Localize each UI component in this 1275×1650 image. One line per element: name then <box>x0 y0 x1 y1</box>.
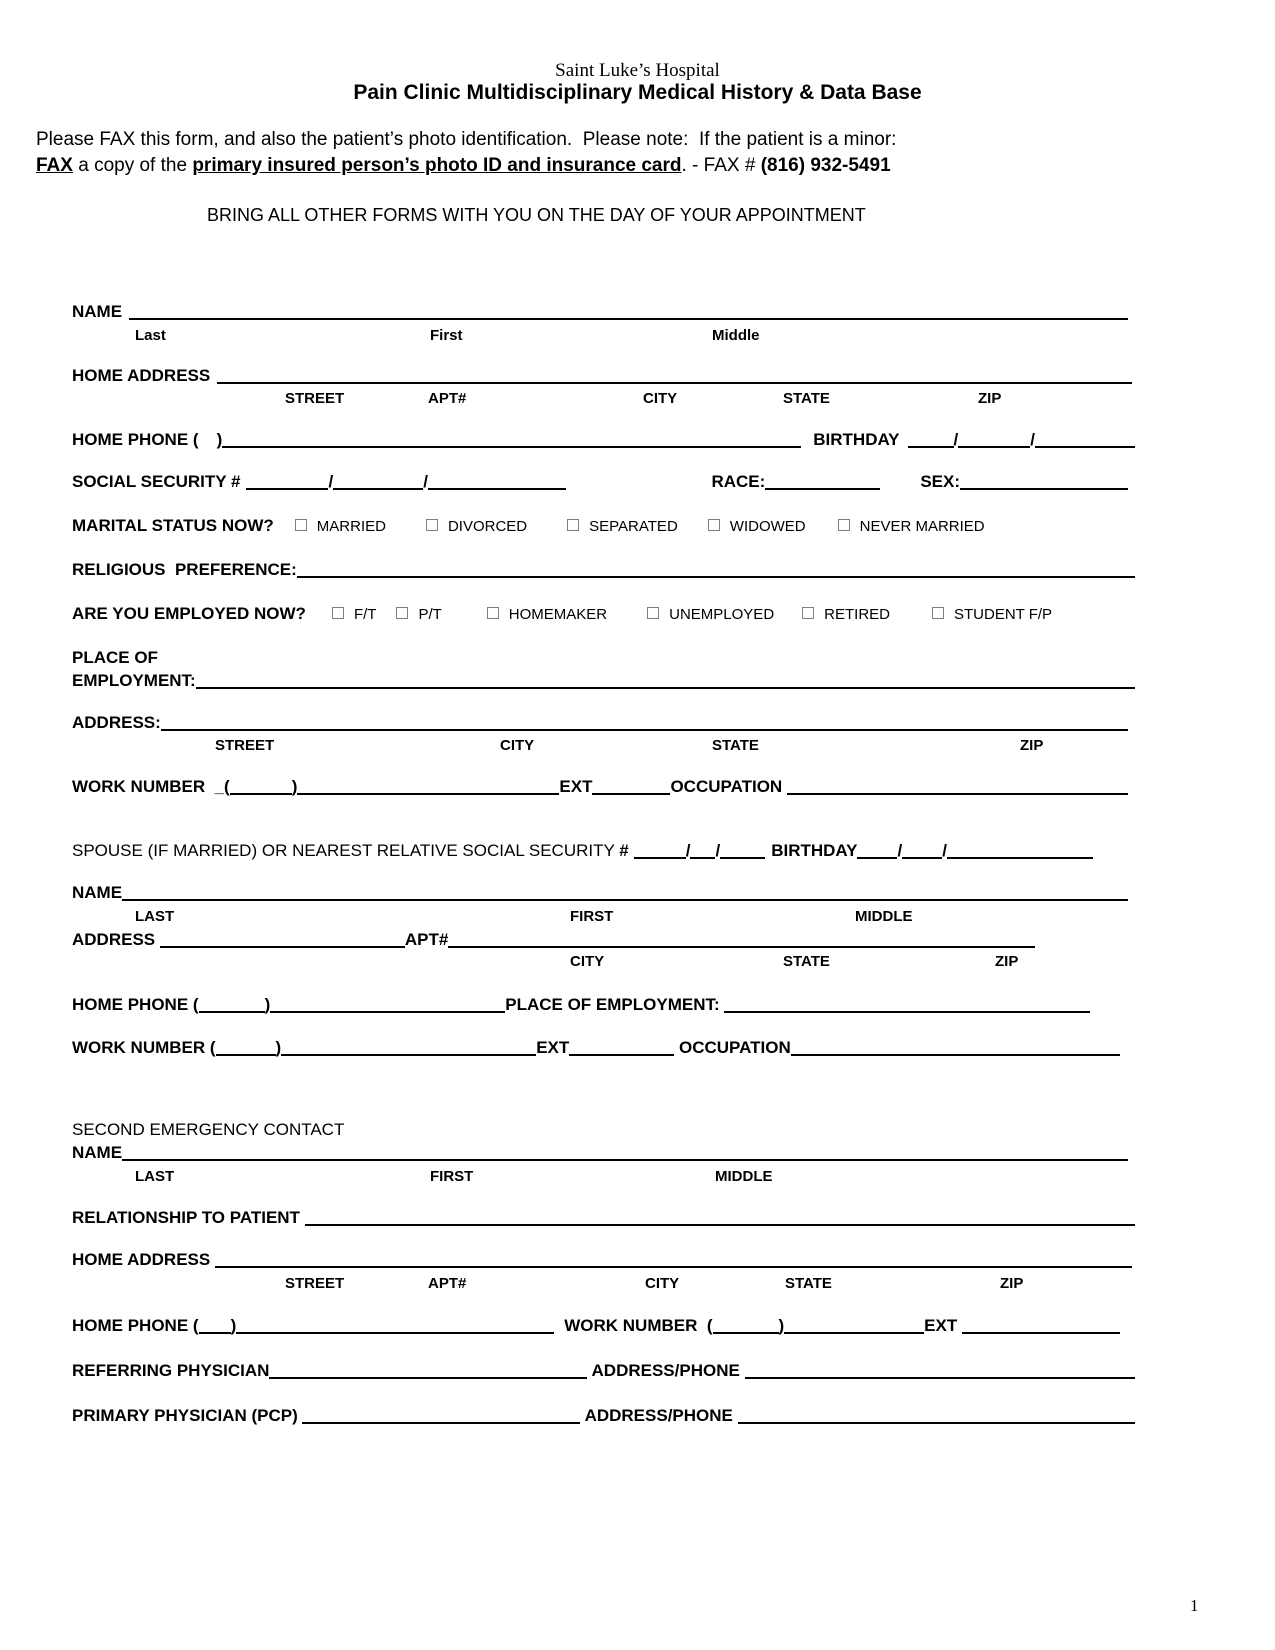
patient-ssn-label: SOCIAL SECURITY # <box>72 472 241 491</box>
emergency-home-address-row <box>72 1250 1132 1270</box>
field-patient-home-address[interactable] <box>217 382 1132 384</box>
field-spouse-birthday-month[interactable] <box>857 857 897 859</box>
emergency-home-phone-label: HOME PHONE ( <box>72 1316 199 1335</box>
checkbox-student[interactable] <box>932 607 944 619</box>
sub-label-first: First <box>430 327 463 344</box>
field-patient-home-phone[interactable] <box>222 446 801 448</box>
primary-physician-label: PRIMARY PHYSICIAN (PCP) <box>72 1406 303 1425</box>
employer-address-label: ADDRESS: <box>72 713 161 732</box>
employed-option-student-label: STUDENT F/P <box>954 606 1053 623</box>
spouse-work-number-row <box>72 1038 1120 1058</box>
sub-label-last-2: LAST <box>135 908 175 925</box>
field-spouse-birthday-day[interactable] <box>902 857 942 859</box>
employed-option-unemployed <box>647 606 774 623</box>
fax-instructions-line1: Please FAX this form, and also the patient’s photo identification. Please note: If the patient is a minor: <box>36 129 897 150</box>
field-patient-work-ext[interactable] <box>592 793 670 795</box>
emergency-name-row <box>72 1143 1128 1163</box>
field-spouse-occupation[interactable] <box>791 1054 1120 1056</box>
slash-8: / <box>942 841 947 860</box>
fax-mid-text: a copy of the <box>72 155 193 176</box>
spouse-apt-label: APT# <box>404 930 449 949</box>
marital-option-separated <box>567 518 678 535</box>
patient-work-number-row <box>72 777 1128 797</box>
field-spouse-address[interactable] <box>160 946 405 948</box>
emergency-ext-label: EXT <box>924 1316 962 1335</box>
hospital-name: Saint Luke’s Hospital <box>555 60 720 81</box>
sub-label-zip-2: ZIP <box>1020 737 1044 754</box>
spouse-work-number-label: WORK NUMBER ( <box>72 1038 216 1057</box>
marital-option-married-label: MARRIED <box>316 518 386 535</box>
employed-option-homemaker <box>487 606 607 623</box>
fax-word: FAX <box>36 155 73 176</box>
emergency-work-number-label: WORK NUMBER ( <box>564 1316 713 1335</box>
sub-label-state: STATE <box>783 390 830 407</box>
field-patient-birthday-year[interactable] <box>1035 446 1135 448</box>
sub-label-middle-3: MIDDLE <box>715 1168 773 1185</box>
field-patient-ssn-2[interactable] <box>333 488 423 490</box>
slash-1: / <box>953 430 959 449</box>
employed-option-unemployed-label: UNEMPLOYED <box>669 606 775 623</box>
patient-ssn-row <box>72 472 1128 492</box>
spouse-name-row <box>72 883 1128 903</box>
patient-work-number-label: WORK NUMBER _( <box>72 777 230 796</box>
primary-address-phone-label: ADDRESS/PHONE <box>580 1406 738 1425</box>
spouse-home-phone-row <box>72 995 1090 1015</box>
referring-physician-label: REFERRING PHYSICIAN <box>72 1361 270 1380</box>
fax-emphasis-text: primary insured person’s photo ID and insurance card <box>192 155 682 176</box>
checkbox-pt[interactable] <box>396 607 408 619</box>
page-number: 1 <box>1190 1596 1199 1615</box>
spouse-birthday-label: BIRTHDAY <box>771 841 858 860</box>
patient-home-address-label: HOME ADDRESS <box>72 366 211 385</box>
field-employer-address[interactable] <box>161 729 1128 731</box>
field-spouse-area-code[interactable] <box>199 1011 265 1013</box>
sub-label-first-2: FIRST <box>570 908 614 925</box>
employed-option-retired <box>802 606 890 623</box>
slash-4: / <box>423 472 428 491</box>
spouse-place-of-employment-label: PLACE OF EMPLOYMENT: <box>505 995 725 1014</box>
employed-option-pt-label: P/T <box>418 606 442 623</box>
field-spouse-work-ext[interactable] <box>569 1054 674 1056</box>
emergency-section-label: SECOND EMERGENCY CONTACT <box>72 1120 345 1139</box>
field-spouse-address-2[interactable] <box>448 946 1035 948</box>
field-emergency-area-code[interactable] <box>199 1332 231 1334</box>
employed-option-retired-label: RETIRED <box>824 606 890 623</box>
sub-label-state-3: STATE <box>783 953 830 970</box>
sub-label-apt: APT# <box>428 390 467 407</box>
slash-2: / <box>1030 430 1035 449</box>
field-primary-address-phone[interactable] <box>738 1422 1135 1424</box>
patient-home-phone-row <box>72 430 1135 450</box>
sub-label-middle-2: MIDDLE <box>855 908 913 925</box>
field-spouse-work-number[interactable] <box>281 1054 536 1056</box>
patient-sex-label: SEX: <box>920 472 960 491</box>
field-patient-sex[interactable] <box>960 488 1128 490</box>
marital-option-divorced <box>426 518 527 535</box>
checkbox-never-married[interactable] <box>838 519 850 531</box>
checkbox-ft[interactable] <box>332 607 344 619</box>
marital-option-never-married-label: NEVER MARRIED <box>859 518 985 535</box>
field-referring-address-phone[interactable] <box>745 1377 1135 1379</box>
employed-now-label: ARE YOU EMPLOYED NOW? <box>72 604 306 623</box>
field-spouse-ssn-2[interactable] <box>690 857 715 859</box>
employed-option-ft-label: F/T <box>353 606 377 623</box>
sub-label-city-2: CITY <box>500 737 535 754</box>
patient-occupation-label: OCCUPATION <box>670 777 787 796</box>
sub-label-zip: ZIP <box>978 390 1002 407</box>
fax-tail-text: . - FAX # <box>681 155 761 176</box>
field-patient-name[interactable] <box>129 318 1128 320</box>
sub-label-city-3: CITY <box>570 953 605 970</box>
primary-physician-row <box>72 1406 1135 1426</box>
patient-birthday-label: BIRTHDAY <box>813 430 900 449</box>
spouse-address-label: ADDRESS <box>72 930 160 949</box>
referring-address-phone-label: ADDRESS/PHONE <box>587 1361 745 1380</box>
employed-now-row <box>72 604 1135 624</box>
paren-close-2: ) <box>291 777 298 796</box>
sub-label-last: Last <box>135 327 166 344</box>
place-of-label: PLACE OF <box>72 648 158 667</box>
sub-label-street-2: STREET <box>215 737 275 754</box>
employed-option-ft <box>332 606 377 623</box>
paren-close-6: ) <box>778 1316 785 1335</box>
checkbox-married[interactable] <box>295 519 307 531</box>
employment-row <box>72 671 1135 691</box>
employment-label: EMPLOYMENT: <box>72 671 196 690</box>
checkbox-retired[interactable] <box>802 607 814 619</box>
field-referring-physician[interactable] <box>269 1377 587 1379</box>
field-emergency-home-phone[interactable] <box>236 1332 554 1334</box>
checkbox-divorced[interactable] <box>426 519 438 531</box>
sub-label-city-4: CITY <box>645 1275 680 1292</box>
employed-option-pt <box>396 606 441 623</box>
slash-6: / <box>715 841 721 860</box>
field-patient-work-number[interactable] <box>297 793 559 795</box>
field-spouse-birthday-year[interactable] <box>947 857 1093 859</box>
spouse-home-phone-label: HOME PHONE ( <box>72 995 199 1014</box>
patient-race-label: RACE: <box>711 472 766 491</box>
checkbox-widowed[interactable] <box>708 519 720 531</box>
field-primary-physician[interactable] <box>302 1422 580 1424</box>
paren-close: ) <box>216 430 223 449</box>
spouse-intro-row <box>72 841 1093 861</box>
checkbox-separated[interactable] <box>567 519 579 531</box>
referring-physician-row <box>72 1361 1135 1381</box>
relationship-row <box>72 1208 1135 1228</box>
sub-label-city: CITY <box>643 390 678 407</box>
paren-close-4: ) <box>275 1038 282 1057</box>
religious-preference-row <box>72 560 1135 580</box>
marital-option-never-married <box>838 518 985 535</box>
field-spouse-place-of-employment[interactable] <box>724 1011 1090 1013</box>
field-emergency-home-address[interactable] <box>215 1266 1132 1268</box>
relationship-label: RELATIONSHIP TO PATIENT <box>72 1208 305 1227</box>
marital-status-label: MARITAL STATUS NOW? <box>72 516 274 535</box>
field-religious-preference[interactable] <box>297 576 1135 578</box>
patient-name-label: NAME <box>72 302 123 321</box>
checkbox-unemployed[interactable] <box>647 607 659 619</box>
spouse-occupation-label: OCCUPATION <box>674 1038 791 1057</box>
bring-notice: BRING ALL OTHER FORMS WITH YOU ON THE DAY OF YOUR APPOINTMENT <box>207 205 866 225</box>
spouse-name-label: NAME <box>72 883 123 902</box>
patient-ext-label: EXT <box>559 777 593 796</box>
field-patient-ssn-3[interactable] <box>428 488 566 490</box>
employer-address-row <box>72 713 1128 733</box>
spouse-ext-label: EXT <box>536 1038 570 1057</box>
religious-preference-label: RELIGIOUS PREFERENCE: <box>72 560 297 579</box>
field-spouse-name[interactable] <box>122 899 1128 901</box>
marital-status-row <box>72 516 1135 536</box>
employed-option-student <box>932 606 1052 623</box>
marital-option-married <box>295 518 386 535</box>
sub-label-street: STREET <box>285 390 345 407</box>
field-patient-occupation[interactable] <box>787 793 1128 795</box>
marital-option-divorced-label: DIVORCED <box>447 518 528 535</box>
sub-label-middle: Middle <box>712 327 760 344</box>
slash-5: / <box>685 841 691 860</box>
field-emergency-name[interactable] <box>122 1159 1128 1161</box>
place-of-row <box>72 648 158 668</box>
sub-label-last-3: LAST <box>135 1168 175 1185</box>
slash-7: / <box>897 841 903 860</box>
field-spouse-home-phone[interactable] <box>270 1011 505 1013</box>
paren-close-3: ) <box>264 995 271 1014</box>
spouse-address-row <box>72 930 1035 950</box>
patient-name-row <box>72 302 1128 322</box>
sub-label-state-2: STATE <box>712 737 759 754</box>
marital-option-widowed <box>708 518 806 535</box>
emergency-name-label: NAME <box>72 1143 123 1162</box>
emergency-phone-row <box>72 1316 1120 1336</box>
field-patient-birthday-day[interactable] <box>958 446 1030 448</box>
spouse-intro-label: SPOUSE (IF MARRIED) OR NEAREST RELATIVE SOCIAL SECURITY <box>72 841 620 860</box>
sub-label-state-4: STATE <box>785 1275 832 1292</box>
sub-label-zip-3: ZIP <box>995 953 1019 970</box>
fax-number: (816) 932-5491 <box>760 155 891 176</box>
marital-option-separated-label: SEPARATED <box>589 518 678 535</box>
field-relationship-to-patient[interactable] <box>305 1224 1135 1226</box>
fax-instructions-line2 <box>36 155 891 177</box>
checkbox-homemaker[interactable] <box>487 607 499 619</box>
sub-label-apt-2: APT# <box>428 1275 467 1292</box>
sub-label-first-3: FIRST <box>430 1168 474 1185</box>
sub-label-zip-4: ZIP <box>1000 1275 1024 1292</box>
field-spouse-ssn-1[interactable] <box>634 857 686 859</box>
paren-close-5: ) <box>230 1316 237 1335</box>
patient-home-address-row <box>72 366 1132 386</box>
sub-label-street-3: STREET <box>285 1275 345 1292</box>
field-emergency-work-ext[interactable] <box>962 1332 1120 1334</box>
employed-option-homemaker-label: HOMEMAKER <box>508 606 608 623</box>
slash-3: / <box>328 472 334 491</box>
marital-option-widowed-label: WIDOWED <box>729 518 806 535</box>
field-spouse-ssn-3[interactable] <box>720 857 765 859</box>
form-title: Pain Clinic Multidisciplinary Medical History & Data Base <box>353 81 922 104</box>
field-place-of-employment[interactable] <box>196 687 1135 689</box>
field-emergency-work-number[interactable] <box>784 1332 924 1334</box>
field-patient-race[interactable] <box>765 488 880 490</box>
spouse-ssn-hash: # <box>619 841 629 860</box>
field-patient-birthday-month[interactable] <box>908 446 954 448</box>
field-patient-work-area-code[interactable] <box>230 793 292 795</box>
patient-home-phone-label: HOME PHONE ( <box>72 430 199 449</box>
emergency-section-row <box>72 1120 344 1140</box>
emergency-home-address-label: HOME ADDRESS <box>72 1250 215 1269</box>
field-spouse-work-area-code[interactable] <box>216 1054 276 1056</box>
field-patient-ssn-1[interactable] <box>246 488 328 490</box>
field-emergency-work-area-code[interactable] <box>713 1332 779 1334</box>
